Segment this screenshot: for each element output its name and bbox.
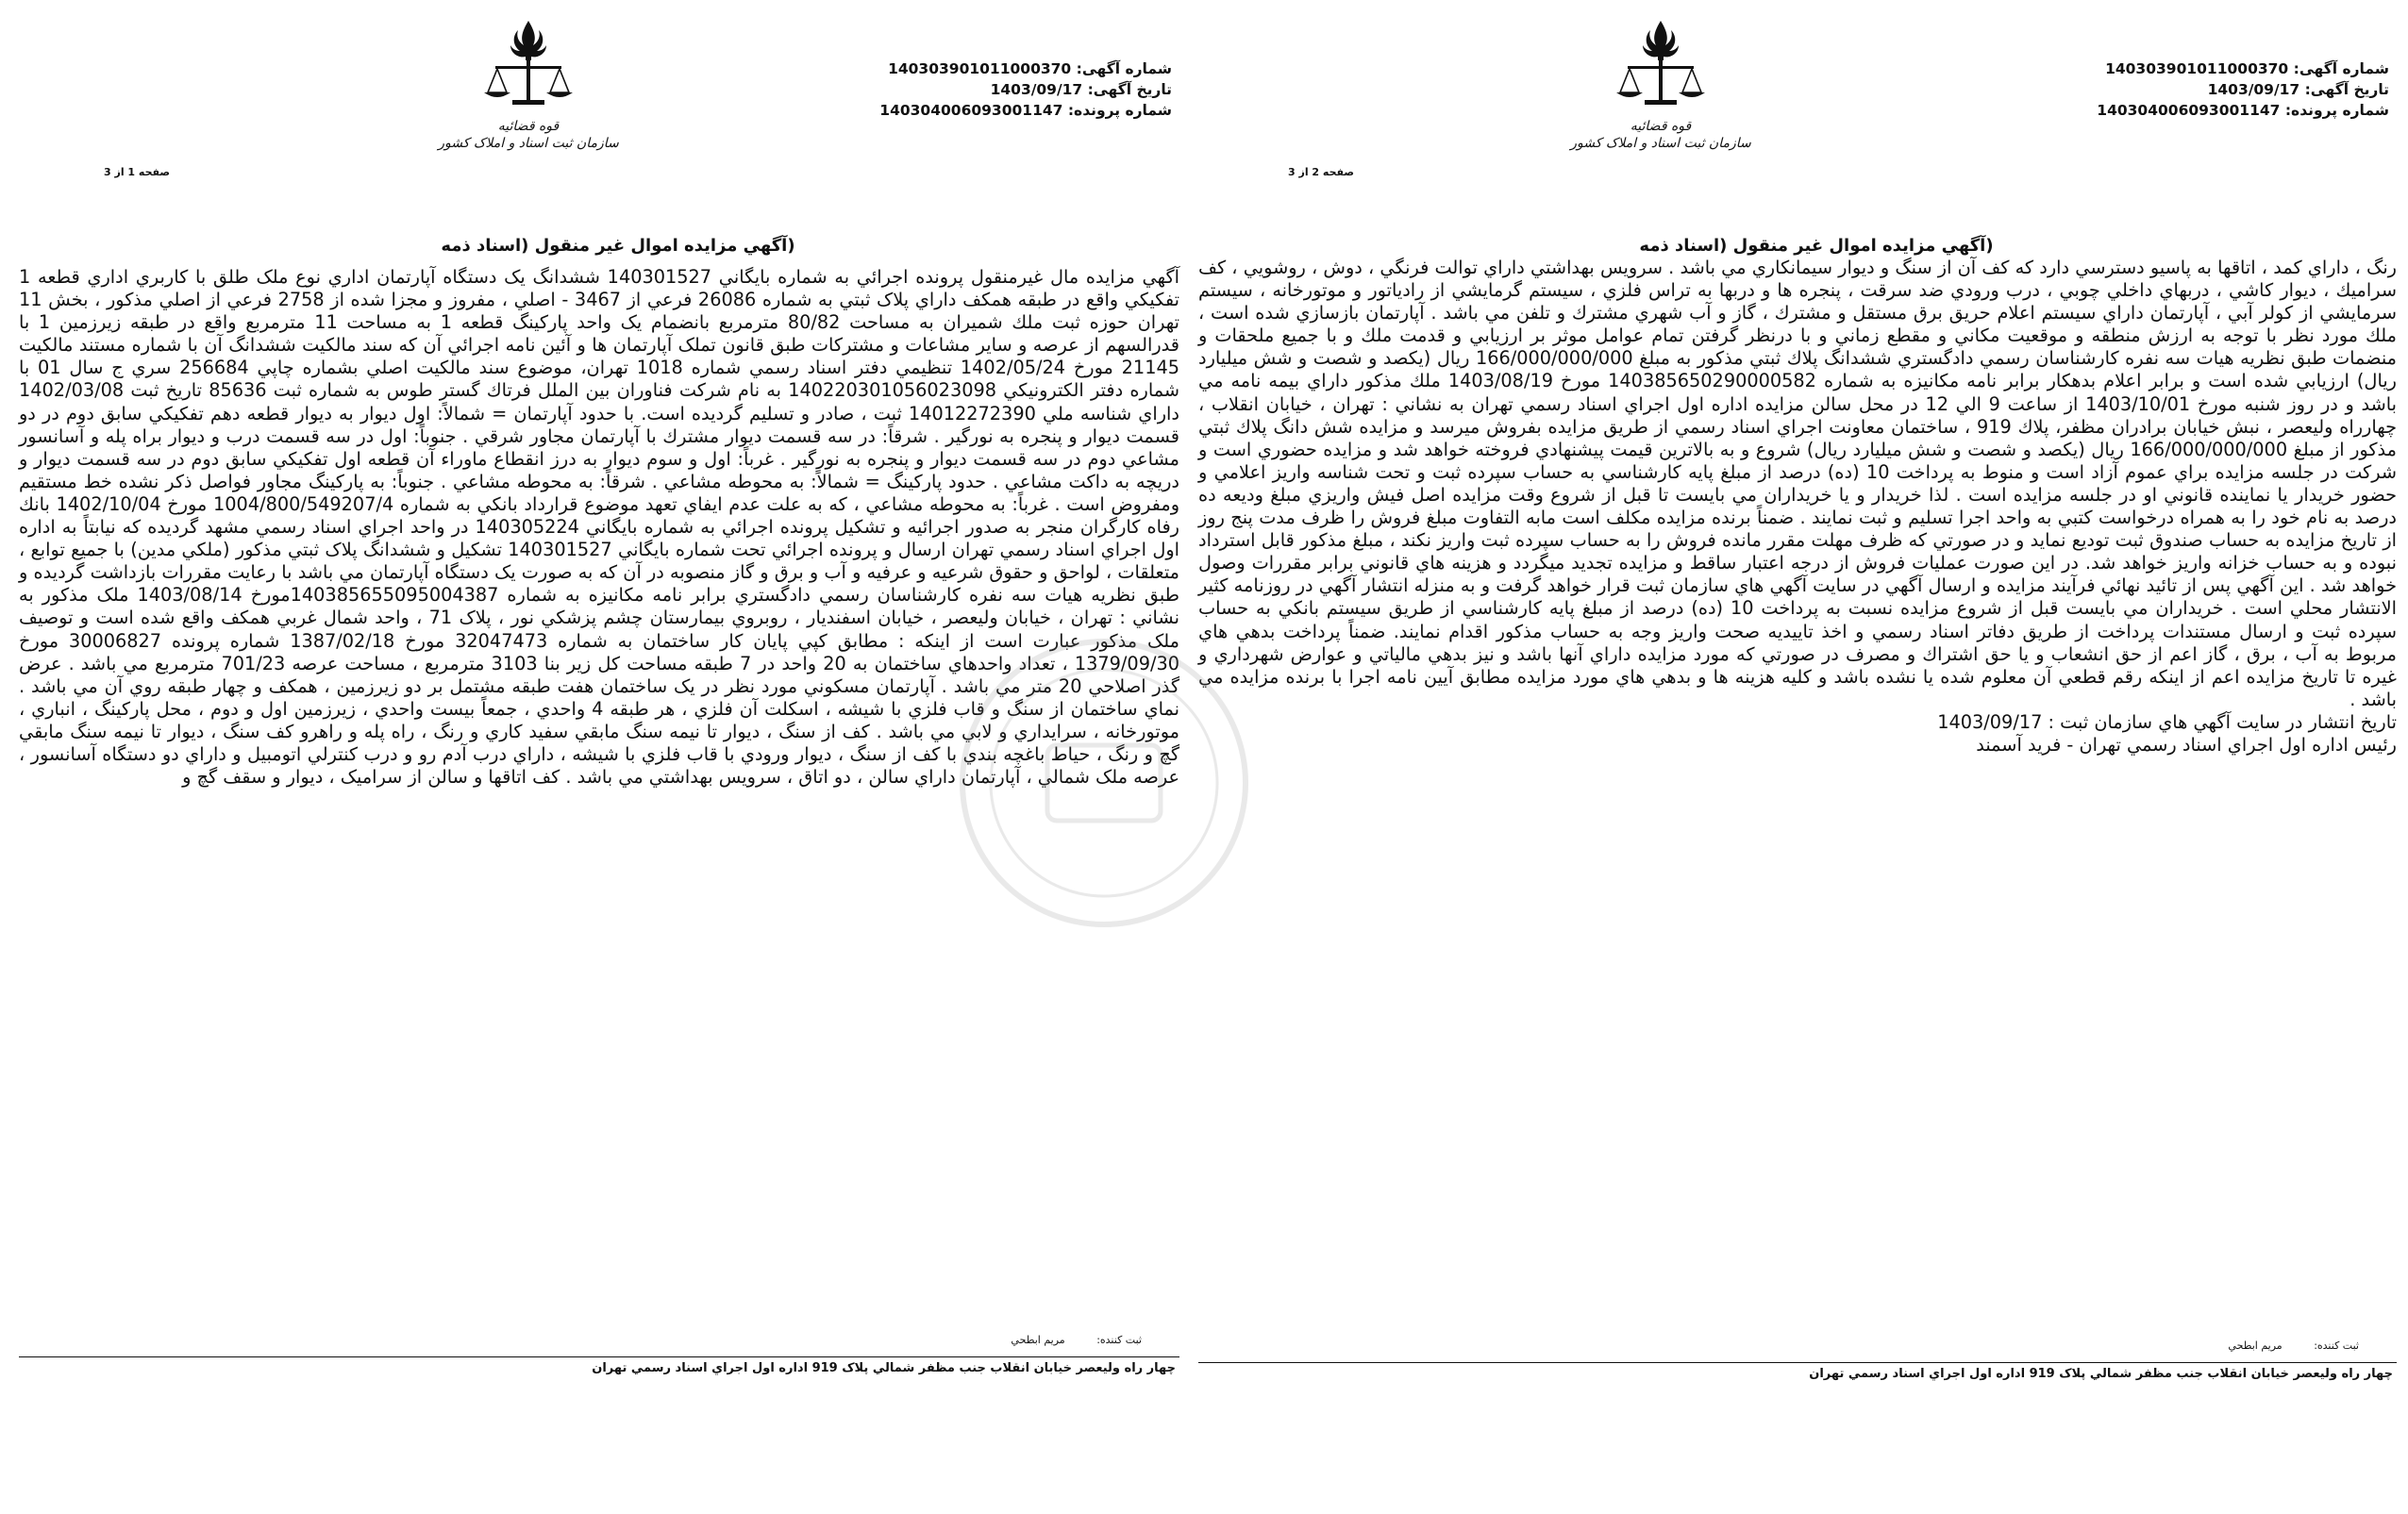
notice-number-label: شماره آگهی: <box>2293 60 2389 77</box>
case-number: 140304006093001147 <box>879 102 1063 119</box>
registrar-label: ثبت کننده: <box>2314 1339 2359 1352</box>
notice-info <box>879 58 1172 121</box>
page-footer <box>19 1332 1179 1375</box>
body-paragraph: رنگ ، داراي كمد ، اتاقها به پاسيو دسترسي دارد كه كف آن از سنگ و ديوار سيمانكاري مي باشد . سرويس بهداشتي داراي توالت فرنگي ، دوش ، روشويي ، كف سراميك ، ديوار كاشي ، دربهاي داخلي چوبي ، درب ورودي ضد سرقت ، پنجره ها و دربها به تراس فلزي ، سيستم گرمايشي از رادياتور و موتورخانه ، سيستم سرمايشي از كولر آبي ، آپارتمان داراي سيستم اعلام حريق برق مستقل و مشترك ، گاز و آب شهري مشترك و تلفن مي باشد . آپارتمان بازسازي شده است ، ملك مورد نظر با توجه به ارزش منطقه و موقعيت مكاني و مقطع زماني و با درنظر گرفتن تمام عوامل موثر بر ارزيابي و قدمت ملك و با جميع ملحقات و منضمات طبق نظريه هيات سه نفره كارشناسان رسمي دادگستري ششدانگ پلاك ثبتي مذكور به مبلغ 166/000/000/000 ريال (يكصد و شصت و شش ميليارد ريال) ارزيابي شده است و برابر اعلام بدهكار برابر نامه مكانيزه به شماره 140385650290000582 مورخ 1403/08/19 ملك مذكور داراي بيمه نامه مي باشد و در روز شنبه مورخ 1403/10/01 از ساعت 9 الي 12 در محل سالن مزايده اداره اول اجراي اسناد رسمي تهران به نشاني : تهران ، خيابان انقلاب ، چهارراه وليعصر ، نبش خيابان برادران مظفر، پلاك 919 ، ساختمان معاونت اجراي اسناد رسمي از طريق مزايده بفروش ميرسد و مزايده شش دانگ پلاك ثبتي مذكور از مبلغ 166/000/000/000 ريال (يكصد و شصت و شش ميليارد ريال) شروع و به بالاترين قيمت پيشنهادي فروخته خواهد شد و مزايده حضوري است و شركت در جلسه مزايده براي عموم آزاد است و منوط به پرداخت 10 (ده) درصد از مبلغ پايه كارشناسي به حساب سپرده ثبت و تحت شناسه واريز اعلامي و حضور خريدار يا نماينده قانوني او در جلسه مزايده است . لذا خريدار و يا خريداران مي بايست تا قبل از شروع وقت مزايده اصل فيش واريزي مبلغ وديعه ده درصد به نام خود را به همراه درخواست كتبي به واحد اجرا تسليم و ثبت نمايند . ضمناً برنده مزايده مكلف است مابه التفاوت مبلغ فروش را ظرف مدت پنج روز از تاريخ مزايده به حساب صندوق ثبت توديع نمايد و در صورتي كه ظرف مهلت مقرر مانده فروش را به حساب سپرده ثبت واريز نكند ، مبلغ مذكور قابل استرداد نبوده و به حساب خزانه واريز خواهد شد. در اين صورت عمليات فروش از درجه اعتبار ساقط و مزايده تجديد ميگردد و هزينه هاي قانوني برابر مقررات وصول خواهد شد . اين آگهي پس از تائيد نهائي فرآيند مزايده و ارسال آگهي در سايت آگهي هاي سازمان ثبت قرار خواهد گرفت و به منزله انتشار آگهي در روزنامه كثير الانتشار محلي است . خريداران مي بايست قبل از شروع مزايده نسبت به پرداخت 10 (ده) درصد از مبلغ پايه كارشناسي از طريق سيستم بانكي به حساب سپرده ثبت و ارسال مستندات پرداخت از طريق دفاتر اسناد رسمي و اخذ تاييديه صحت واريز وجه به حساب مذكور اقدام نمايند. ضمناً پرداخت بدهي هاي مربوط به آب ، برق ، گاز اعم از حق انشعاب و يا حق اشتراك و مصرف در صورتي كه مورد مزايده داراي آنها باشد و نيز بدهي مالياتي و عوارض شهرداري و غيره تا تاريخ مزايده اعم از اينكه رقم قطعي آن معلوم شده يا نشده باشد و كليه هزينه ها و بدهي هاي مورد مزايده مطابق آيين نامه اجرا با برنده مزايده مي باشد . <box>1198 257 2398 710</box>
notice-date: 1403/09/17 <box>990 81 1083 98</box>
page-number: صفحه 2 از 3 <box>1288 166 1355 178</box>
judiciary-text: قوه قضائیه <box>497 119 560 134</box>
footer-divider <box>1198 1362 2397 1363</box>
registrar-name: مریم ابطحي <box>1011 1334 1065 1346</box>
notice-number-label: شماره آگهی: <box>1076 60 1172 77</box>
notice-body <box>19 266 1179 789</box>
notice-body <box>1198 257 2397 757</box>
registrar-name: مریم ابطحي <box>2228 1339 2283 1352</box>
case-number-label: شماره پرونده: <box>2284 102 2389 119</box>
notice-date-label: تاریخ آگهی: <box>1087 81 1172 98</box>
page-header <box>1198 0 2397 203</box>
emblem-icon <box>477 13 580 117</box>
signatory-line: رئيس اداره اول اجراي اسناد رسمي تهران - فريد آسمند <box>1976 733 2397 756</box>
notice-number: 140303901011000370 <box>888 60 1072 77</box>
organization-name: سازمان ثبت اسناد و املاک کشور <box>1570 136 1751 151</box>
registrar <box>19 1332 1179 1349</box>
notice-date-label: تاریخ آگهی: <box>2304 81 2389 98</box>
case-number-label: شماره پرونده: <box>1067 102 1172 119</box>
footer-divider <box>19 1356 1179 1357</box>
notice-page-1 <box>19 0 1179 1514</box>
page-footer <box>1198 1338 2397 1381</box>
notice-date: 1403/09/17 <box>2207 81 2300 98</box>
judiciary-logo <box>1566 13 1755 151</box>
notice-title: (آگهي مزايده اموال غير منقول (اسناد ذمه <box>1639 236 1994 256</box>
notice-title: (آگهي مزايده اموال غير منقول (اسناد ذمه <box>441 236 795 256</box>
judiciary-logo <box>434 13 623 151</box>
body-paragraph: آگهي مزايده مال غيرمنقول پرونده اجرائي به شماره بايگاني 140301527 ششدانگ يک دستگاه آپارتمان اداري نوع ملک طلق با کاربري اداري قطعه 1 تفکيکي واقع در طبقه همکف داراي پلاک ثبتي به شماره 26086 فرعي از 3467 - اصلي ، مفروز و مجزا شده از 2758 فرعي از اصلي مذکور ، بخش 11 تهران حوزه ثبت ملك شميران به مساحت 80/82 مترمربع بانضمام يک واحد پارکينگ قطعه 1 به مساحت 11 مترمربع واقع در طبقه زيرزمين 1 با قدرالسهم از عرصه و ساير مشاعات و مشترکات طبق قانون تملک آپارتمان ها و آئين نامه اجرائي آن که سند مالکيت ششدانگ آن با شماره مستند مالکيت 21145 مورخ 1402/05/24 تنظيمي دفتر اسناد رسمي شماره 1018 تهران، موضوع سند مالکيت اصلي بشماره چاپي 256684 سري ج سال 01 با شماره دفتر الکترونيکي 140220301056023098 به نام شرکت فناوران بين الملل فرتاك گستر طوس به شماره ثبت 85636 تاريخ ثبت 1402/03/08 داراي شناسه ملي 14012272390 ثبت ، صادر و تسليم گرديده است. با حدود آپارتمان = شمالاً: اول ديوار به ديوار قطعه دهم تفکيکي سابق دوم در دو قسمت ديوار و پنجره به نورگير . شرقاً: در سه قسمت ديوار مشترك با آپارتمان مجاور شرقي . جنوباً: اول در سه قسمت درب و ديوار براه پله و آسانسور مشاعي دوم در سه قسمت ديوار و پنجره به نورگير . غرباً: اول و سوم ديوار به درز انقطاع ماوراء آن قطعه اول تفکيکي سابق دوم در سه قسمت ديوار و دريچه به داکت مشاعي . حدود پارکينگ = شمالاً: به محوطه مشاعي . شرقاً: به محوطه مشاعي . جنوباً: به پارکينگ مجاور فواصل ذکر نشده خط مستقيم ومفروض است . غرباً: به محوطه مشاعي ، که به علت عدم ايفاي تعهد موضوع قرارداد بانکي به شماره 1004/800/549207/4 مورخ 1402/10/04 بانك رفاه کارگران منجر به صدور اجرائيه و تشکيل پرونده اجرائي به شماره بايگاني 140305224 در واحد اجراي اسناد رسمي مشهد گرديده که نيابتاً به اداره اول اجراي اسناد رسمي تهران ارسال و پرونده اجرائي تحت شماره بايگاني 140301527 تشکيل و ششدانگ پلاک ثبتي مذکور (ملکي مدين) با جميع توابع ، متعلقات ، لواحق و حقوق شرعيه و عرفيه و آب و برق و گاز منصوبه در آن كه به صورت يک دستگاه آپارتمان مي باشد با رعايت مقررات بازداشت گرديده و طبق نظريه هيات سه نفره كارشناسان رسمي دادگستري برابر نامه مكانيزه به شماره 140385655095004387مورخ 1403/08/14 ملک مذکور به نشاني : تهران ، خيابان وليعصر ، خيابان اسفنديار ، روبروي بيمارستان چشم پزشکي نور ، پلاک 71 ، واحد شمال غربي همکف واقع شده است و توصيف ملک مذکور عبارت است از اينکه : مطابق کپي پايان کار ساختمان به شماره 32047473 مورخ 1387/02/18 شماره پرونده 30006827 مورخ 1379/09/30 ، تعداد واحدهاي ساختمان به 20 واحد در 7 طبقه مساحت کل زير بنا 3103 مترمربع ، مساحت عرصه 701/23 مترمربع مي باشد . عرض گذر اصلاحي 20 متر مي باشد . آپارتمان مسکوني مورد نظر در يک ساختمان هفت طبقه مشتمل بر دو زيرزمين ، همکف و چهار طبقه روي آن مي باشد . نماي ساختمان از سنگ و قاب فلزي با شيشه ، اسکلت آن فلزي ، هر طبقه 4 واحدي ، جمعاً بيست واحدي ، زيرزمين اول و دوم ، محل پارکينگ ، انباري ، موتورخانه ، سرايداري و لابي مي باشد . كف از سنگ ، ديوار تا نيمه سنگ مابقي سفيد كاري و رنگ ، راه پله و راهرو كف سنگ ، ديوار تا نيمه سنگ مابقي گچ و رنگ ، حياط باغچه بندي با كف از سنگ ، ديوار ورودي با قاب فلزي با شيشه ، داراي درب آدم رو و درب كنترلي اتومبيل و داراي دو دستگاه آسانسور ، عرصه ملک شمالي ، آپارتمان داراي سالن ، دو اتاق ، سرويس بهداشتي مي باشد . کف اتاقها و سالن از سراميک ، ديوار و سقف گچ و <box>19 266 1180 789</box>
notice-info <box>2097 58 2389 121</box>
case-number: 140304006093001147 <box>2097 102 2281 119</box>
page-number: صفحه 1 از 3 <box>104 166 171 178</box>
page-header <box>19 0 1179 203</box>
registrar <box>1198 1338 2397 1355</box>
publication-date-line: تاريخ انتشار در سايت آگهي هاي سازمان ثبت : 1403/09/17 <box>1937 710 2397 733</box>
organization-name: سازمان ثبت اسناد و املاک کشور <box>438 136 619 151</box>
footer-address: چهار راه وليعصر خيابان انقلاب جنب مظفر شمالي پلاک 919 اداره اول اجراي اسناد رسمي تهران <box>592 1361 1176 1375</box>
footer-address: چهار راه وليعصر خيابان انقلاب جنب مظفر شمالي پلاک 919 اداره اول اجراي اسناد رسمي تهران <box>1809 1367 2393 1381</box>
registrar-label: ثبت کننده: <box>1096 1334 1142 1346</box>
judiciary-text: قوه قضائیه <box>1630 119 1692 134</box>
notice-number: 140303901011000370 <box>2105 60 2289 77</box>
emblem-icon <box>1609 13 1713 117</box>
notice-page-2 <box>1198 0 2397 1514</box>
